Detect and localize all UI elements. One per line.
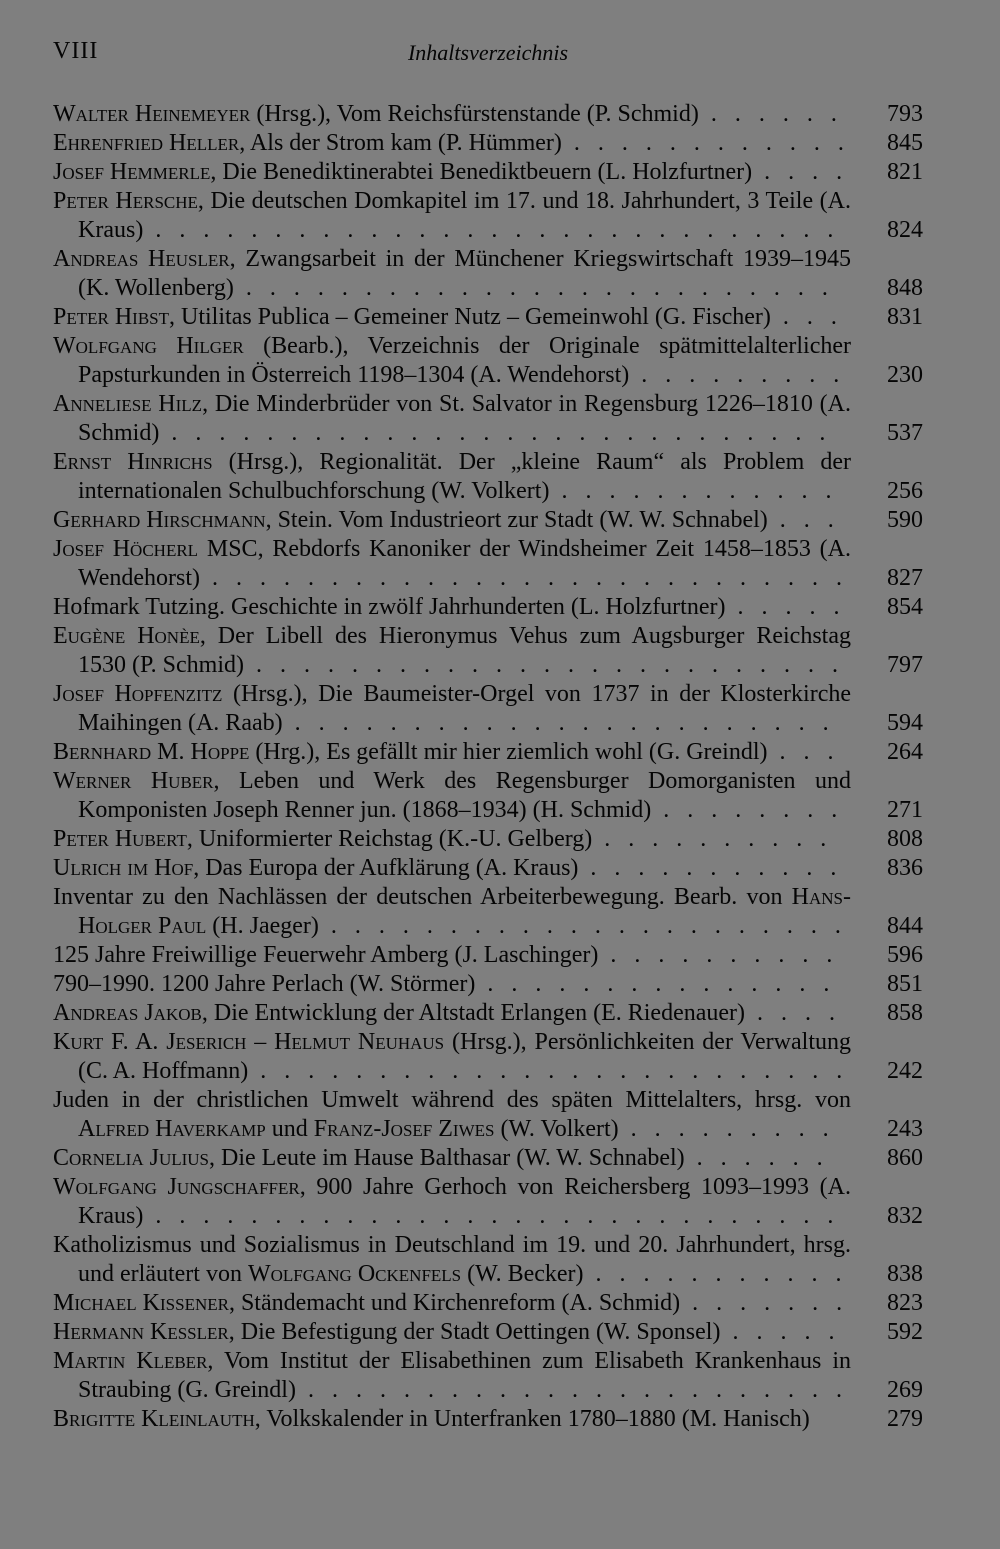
page-header (53, 38, 923, 74)
entry-title: (Hrsg.), Vom Reichsfürstenstande (P. Schmid) (250, 101, 699, 127)
entry-title: MSC, Rebdorfs Kanoniker der Windsheimer Zeit 1458–1853 (A. Wendehorst) (78, 536, 851, 591)
author-name: Wolfgang Jungschaffer (53, 1174, 300, 1200)
dot-leader: . . . . . . . . . . . . . . . . . . . . . . . . . . . . (159, 420, 832, 446)
toc-entry-text (53, 303, 851, 332)
page-reference: 243 (887, 1116, 923, 1142)
page-reference: 860 (887, 1145, 923, 1171)
author-name: Brigitte Kleinlauth (53, 1406, 255, 1432)
author-name: Josef Hemmerle (53, 159, 211, 185)
toc-entry (53, 883, 923, 941)
page-reference: 824 (887, 217, 923, 243)
dot-leader: . . . . . . . . . . . . . . . . . . . . . . (318, 913, 847, 939)
author-name: Wolfgang Hilger (53, 333, 244, 359)
toc-entry-text (53, 129, 851, 158)
toc-entry (53, 187, 923, 245)
toc-entry-text (53, 332, 851, 390)
toc-entry-text (53, 1347, 851, 1405)
entry-title: , Leben und Werk des Regensburger Domorganisten und Komponisten Joseph Renner jun. (1868–1934) (H. Schmid) (78, 768, 851, 823)
page-reference: 821 (887, 159, 923, 185)
entry-title: Juden in der christlichen Umwelt während des späten Mittelalters, hrsg. von (53, 1087, 851, 1113)
toc-entry-text (53, 1028, 851, 1086)
dot-leader: . . . . . . . . . . . . (549, 478, 838, 504)
toc-entry (53, 593, 923, 622)
toc-entry (53, 535, 923, 593)
page-reference: 844 (887, 913, 923, 939)
author-name: Hermann Kessler (53, 1319, 229, 1345)
author-name: Werner Huber (53, 768, 214, 794)
dot-leader: . . . . . . . . . . . . . . . . . . . . . . . . . (233, 275, 834, 301)
author-name: Anneliese Hilz (53, 391, 203, 417)
entry-title: , Der Libell des Hieronymus Vehus zum Augsburger Reichstag 1530 (P. Schmid) (78, 623, 851, 678)
dot-leader: . . . (767, 507, 840, 533)
page-reference: 836 (887, 855, 923, 881)
page-reference: 808 (887, 826, 923, 852)
toc-entry (53, 245, 923, 303)
entry-title: (Bearb.), Verzeichnis der Originale spätmittelalterlicher Papsturkunden in Österreich 1198–1304 (A. Wendehorst) (78, 333, 851, 388)
page-reference: 793 (887, 101, 923, 127)
dot-leader: . . . . . . . . . . (592, 826, 833, 852)
author-name: Bernhard M. Hoppe (53, 739, 250, 765)
toc-entry (53, 1347, 923, 1405)
dot-leader: . . . . . (720, 1319, 841, 1345)
page-reference: 592 (887, 1319, 923, 1345)
page-reference: 279 (887, 1406, 923, 1432)
author-name: Peter Hibst (53, 304, 170, 330)
dot-leader: . . . . . (725, 594, 846, 620)
page-reference: 230 (887, 362, 923, 388)
author-name: Franz-Josef Ziwes (313, 1116, 495, 1142)
entry-title: , Das Europa der Aufklärung (A. Kraus) (193, 855, 579, 881)
author-name: Ulrich im Hof (53, 855, 194, 881)
toc-entry (53, 390, 923, 448)
page-reference: 590 (887, 507, 923, 533)
toc-entry (53, 1144, 923, 1173)
author-name: Andreas Jakob (53, 1000, 202, 1026)
dot-leader: . . . . . . . . (651, 797, 844, 823)
toc-entry (53, 622, 923, 680)
toc-entry (53, 1086, 923, 1144)
toc-entry (53, 1173, 923, 1231)
dot-leader: . . . . . . (684, 1145, 829, 1171)
toc-entry-text (53, 680, 851, 738)
toc-entry (53, 999, 923, 1028)
entry-title: , Als der Strom kam (P. Hümmer) (239, 130, 562, 156)
entry-title: 790–1990. 1200 Jahre Perlach (W. Störmer) (53, 971, 476, 997)
toc-entry-text (53, 622, 851, 680)
toc-entry-text (53, 506, 851, 535)
entry-title: (H. Jaeger) (206, 913, 319, 939)
toc-entry-text (53, 825, 851, 854)
toc-entry-text (53, 1086, 851, 1144)
toc-entry-text (53, 1318, 851, 1347)
toc-entry (53, 941, 923, 970)
toc-entry (53, 825, 923, 854)
page-reference: 596 (887, 942, 923, 968)
page-reference: 858 (887, 1000, 923, 1026)
dot-leader: . . . (767, 739, 840, 765)
entry-title: , Die Benediktinerabtei Benediktbeuern (L. Holzfurtner) (210, 159, 753, 185)
toc-entry-text (53, 593, 851, 622)
dot-leader: . . . . . . . . . . . . . . . . . . . . . . . (282, 710, 835, 736)
entry-title: , Volkskalender in Unterfranken 1780–1880 (M. Hanisch) (254, 1406, 810, 1432)
entry-title: , Stein. Vom Industrieort zur Stadt (W. W. Schnabel) (265, 507, 768, 533)
entry-title: und (265, 1116, 314, 1142)
author-name: Michael Kissener (53, 1290, 229, 1316)
entry-title: , Uniformierter Reichstag (K.-U. Gelberg) (186, 826, 593, 852)
page-reference: 271 (887, 797, 923, 823)
toc-entry-text (53, 535, 851, 593)
entry-title: , Vom Institut der Elisabethinen zum Elisabeth Krankenhaus in Straubing (G. Greindl) (78, 1348, 851, 1403)
entry-title: 125 Jahre Freiwillige Feuerwehr Amberg (J. Laschinger) (53, 942, 599, 968)
dot-leader: . . . . . . . . . . . . (561, 130, 850, 156)
toc-entry-text (53, 245, 851, 303)
dot-leader: . . . . . . . . . . . (578, 855, 843, 881)
page-reference: 256 (887, 478, 923, 504)
entry-title: , Utilitas Publica – Gemeiner Nutz – Gemeinwohl (G. Fischer) (169, 304, 771, 330)
toc-entry (53, 1028, 923, 1086)
toc-entry-text (53, 448, 851, 506)
author-name: Cornelia Julius (53, 1145, 210, 1171)
toc-entry-text (53, 100, 851, 129)
entry-title: (Hrsg.), Die Baumeister-Orgel von 1737 in der Klosterkirche Maihingen (A. Raab) (78, 681, 851, 736)
toc-entry-text (53, 941, 851, 970)
entry-title: , Die deutschen Domkapitel im 17. und 18. Jahrhundert, 3 Teile (A. Kraus) (78, 188, 851, 243)
toc-entry (53, 738, 923, 767)
toc-entry-text (53, 767, 851, 825)
author-name: Kurt F. A. Jeserich – Helmut Neuhaus (53, 1029, 445, 1055)
dot-leader: . . . . . . (698, 101, 843, 127)
dot-leader: . . . . . . . . . . . . . . . . . . . . . . . . . (244, 652, 845, 678)
dot-leader: . . . . . . . . . . (598, 942, 839, 968)
toc-entry (53, 970, 923, 999)
entry-title: , 900 Jahre Gerhoch von Reichersberg 1093–1993 (A. Kraus) (78, 1174, 851, 1229)
dot-leader: . . . . (752, 159, 849, 185)
toc-entry (53, 1318, 923, 1347)
toc-entry-text (53, 390, 851, 448)
toc-entry (53, 158, 923, 187)
toc-entry (53, 680, 923, 738)
page-reference: 838 (887, 1261, 923, 1287)
entry-title: Katholizismus und Sozialismus in Deutschland im 19. und 20. Jahrhundert, hrsg. und erläutert von (53, 1232, 851, 1287)
toc-entry-text (53, 883, 851, 941)
page-reference: 827 (887, 565, 923, 591)
toc-entry-text (53, 187, 851, 245)
author-name: Josef Hopfenzitz (53, 681, 223, 707)
author-name: Peter Hubert (53, 826, 187, 852)
author-name: Ehrenfried Heller (53, 130, 240, 156)
page-reference: 797 (887, 652, 923, 678)
toc-entry (53, 332, 923, 390)
page-reference: 594 (887, 710, 923, 736)
page-reference: 845 (887, 130, 923, 156)
dot-leader: . . . . . . . . . . . (583, 1261, 848, 1287)
toc-entry (53, 767, 923, 825)
entry-title: (W. Volkert) (494, 1116, 619, 1142)
toc-entry (53, 129, 923, 158)
table-of-contents (53, 100, 923, 1434)
toc-entry (53, 303, 923, 332)
page-reference: 831 (887, 304, 923, 330)
entry-title: Inventar zu den Nachlässen der deutschen Arbeiterbewegung. Bearb. von (53, 884, 792, 910)
dot-leader: . . . . (745, 1000, 842, 1026)
entry-title: , Ständemacht und Kirchenreform (A. Schmid) (228, 1290, 681, 1316)
dot-leader: . . . . . . . . . (629, 362, 846, 388)
toc-entry-text (53, 854, 851, 883)
toc-entry-text (53, 1173, 851, 1231)
toc-entry (53, 854, 923, 883)
toc-entry-text (53, 1405, 851, 1434)
entry-title: , Die Entwicklung der Altstadt Erlangen (E. Riedenauer) (201, 1000, 746, 1026)
page-reference: 851 (887, 971, 923, 997)
toc-entry-text (53, 1144, 851, 1173)
toc-entry (53, 506, 923, 535)
entry-title: Hofmark Tutzing. Geschichte in zwölf Jahrhunderten (L. Holzfurtner) (53, 594, 726, 620)
author-name: Josef Höcherl (53, 536, 199, 562)
toc-entry-text (53, 970, 851, 999)
page-reference: 848 (887, 275, 923, 301)
page-reference: 264 (887, 739, 923, 765)
toc-entry (53, 448, 923, 506)
toc-entry (53, 1231, 923, 1289)
page-reference: 537 (887, 420, 923, 446)
author-name: Wolfgang Ockenfels (247, 1261, 462, 1287)
dot-leader: . . . . . . . . . . . . . . . . . . . . . . . . . . . . . (143, 1203, 840, 1229)
entry-title: , Die Befestigung der Stadt Oettingen (W. Sponsel) (228, 1319, 721, 1345)
author-name: Andreas Heusler (53, 246, 230, 272)
author-name: Gerhard Hirschmann (53, 507, 266, 533)
dot-leader: . . . . . . . . . . . . . . . (475, 971, 836, 997)
dot-leader: . . . . . . . . . . . . . . . . . . . . . . . . . (248, 1058, 849, 1084)
author-name: Hans-Holger Paul (78, 884, 851, 939)
page-reference: 269 (887, 1377, 923, 1403)
page-reference: 854 (887, 594, 923, 620)
entry-title: (Hrsg.), Persönlichkeiten der Verwaltung (C. A. Hoffmann) (78, 1029, 851, 1084)
dot-leader: . . . . . . . . . . . . . . . . . . . . . . . . . . . . . (143, 217, 840, 243)
dot-leader: . . . . . . . . . . . . . . . . . . . . . . . (295, 1377, 848, 1403)
toc-entry (53, 1405, 923, 1434)
dot-leader: . . . . . . . (680, 1290, 849, 1316)
entry-title: (W. Becker) (461, 1261, 584, 1287)
author-name: Peter Hersche (53, 188, 198, 214)
author-name: Martin Kleber (53, 1348, 208, 1374)
author-name: Eugène Honèe (53, 623, 200, 649)
entry-title: (Hrsg.), Regionalität. Der „kleine Raum“ als Problem der internationalen Schulbuchforschung (W. Volkert) (78, 449, 851, 504)
toc-entry-text (53, 738, 851, 767)
toc-entry-text (53, 1231, 851, 1289)
page-number: VIII (53, 38, 99, 64)
toc-entry (53, 100, 923, 129)
toc-entry-text (53, 158, 851, 187)
dot-leader: . . . . . . . . . . . . . . . . . . . . . . . . . . . (200, 565, 849, 591)
page-reference: 242 (887, 1058, 923, 1084)
toc-entry (53, 1289, 923, 1318)
running-title: Inhaltsverzeichnis (407, 40, 569, 65)
page-reference: 823 (887, 1290, 923, 1316)
page-reference: 832 (887, 1203, 923, 1229)
entry-title: (Hrg.), Es gefällt mir hier ziemlich wohl (G. Greindl) (249, 739, 768, 765)
author-name: Walter Heinemeyer (53, 101, 251, 127)
author-name: Alfred Haverkamp (78, 1116, 266, 1142)
dot-leader: . . . (770, 304, 843, 330)
dot-leader: . . . . . . . . . (618, 1116, 835, 1142)
entry-title: , Zwangsarbeit in der Münchener Kriegswirtschaft 1939–1945 (K. Wollenberg) (78, 246, 851, 301)
toc-entry-text (53, 1289, 851, 1318)
toc-entry-text (53, 999, 851, 1028)
author-name: Ernst Hinrichs (53, 449, 213, 475)
entry-title: , Die Minderbrüder von St. Salvator in Regensburg 1226–1810 (A. Schmid) (78, 391, 851, 446)
entry-title: , Die Leute im Hause Balthasar (W. W. Schnabel) (209, 1145, 685, 1171)
